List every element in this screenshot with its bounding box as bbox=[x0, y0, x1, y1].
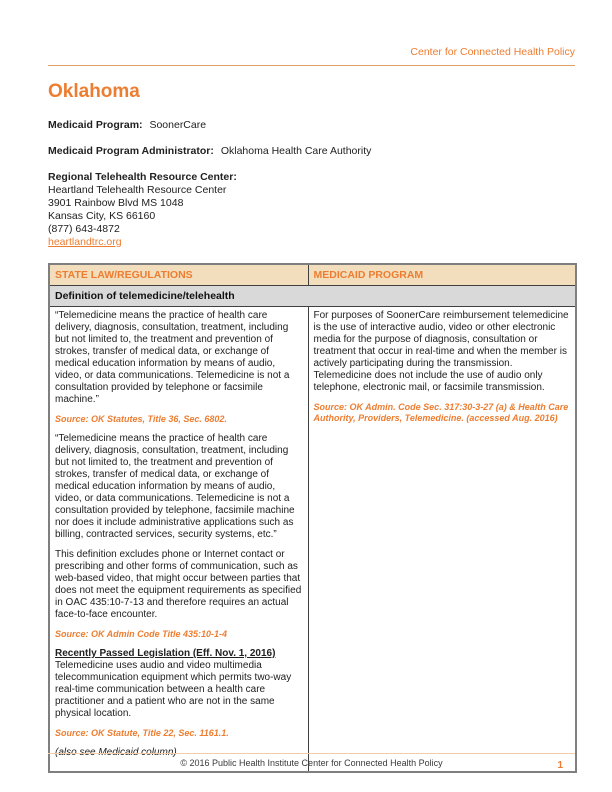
definition-paragraph: For purposes of SoonerCare reimbursement telemedicine is the use of interactive audio, video or other electronic media for the purpose of diagnosis, consultation or treatment that occur in real-time and when the member is actively participating during the transmission. Telemedicine does not include the use of audio only telephone, electronic mail, or facsimile transmission. bbox=[313, 310, 569, 393]
source-citation: Source: OK Admin. Code Sec. 317:30-3-27 (a) & Health Care Authority, Providers, Telemedicine. (accessed Aug. 2016) bbox=[313, 402, 569, 423]
resource-center-website-link[interactable]: heartlandtrc.org bbox=[48, 236, 122, 248]
resource-center-city: Kansas City, KS 66160 bbox=[48, 210, 156, 222]
resource-center-block bbox=[48, 171, 575, 249]
state-law-cell bbox=[49, 307, 308, 773]
administrator-value: Oklahoma Health Care Authority bbox=[220, 145, 372, 157]
source-citation: Source: OK Admin Code Title 435:10-1-4 bbox=[55, 629, 228, 639]
definition-paragraph: “Telemedicine means the practice of health care delivery, diagnosis, consultation, treatment, including but not limited to, the treatment and prevention of strokes, transfer of medical data, or exchange of medical education information by means of audio, video, or data communications. Telemedicine is not a consultation provided by telephone or facsimile machine.” bbox=[55, 310, 290, 405]
definition-paragraph: This definition excludes phone or Internet contact or prescribing and other forms of communication, such as web-based video, that might occur between parties that does not meet the equipment requirements as specified in OAC 435:10-7-13 and therefore requires an actual face-to-face encounter. bbox=[55, 549, 302, 620]
section-header-definition: Definition of telemedicine/telehealth bbox=[49, 286, 576, 307]
resource-center-label: Regional Telehealth Resource Center: bbox=[48, 171, 237, 183]
table-content-row bbox=[49, 307, 576, 773]
source-citation: Source: OK Statute, Title 22, Sec. 1161.1. bbox=[55, 728, 229, 738]
column-header-state-law: STATE LAW/REGULATIONS bbox=[49, 264, 308, 286]
medicaid-cell bbox=[308, 307, 576, 773]
medicaid-program-label: Medicaid Program: bbox=[48, 119, 143, 131]
administrator-line bbox=[48, 145, 575, 158]
resource-center-phone: (877) 643-4872 bbox=[48, 223, 120, 235]
footer-copyright: © 2016 Public Health Institute Center for Connected Health Policy bbox=[180, 758, 443, 768]
resource-center-name: Heartland Telehealth Resource Center bbox=[48, 184, 227, 196]
document-header bbox=[48, 0, 575, 66]
page-content bbox=[48, 0, 575, 773]
policy-table bbox=[48, 263, 577, 773]
medicaid-program-line bbox=[48, 119, 575, 132]
definition-paragraph: “Telemedicine means the practice of health care delivery, diagnosis, consultation, treatment, including but not limited to, the treatment and prevention of strokes, transfer of medical data, or exchange of medical education information by means of audio, video, or data communications. Telemedicine is not a consultation provided by telephone, facsimile machine nor does it include administrative applications such as billing, contracted services, security systems, etc.” bbox=[55, 433, 295, 540]
definition-paragraph: Telemedicine uses audio and video multimedia telecommunication equipment which permits two-way real-time communication between a health care practitioner and a patient who are not in the same physical location. bbox=[55, 660, 292, 719]
document-footer bbox=[48, 753, 575, 771]
administrator-label: Medicaid Program Administrator: bbox=[48, 145, 214, 157]
table-header-row bbox=[49, 264, 576, 286]
page-number: 1 bbox=[557, 760, 563, 771]
column-header-medicaid: MEDICAID PROGRAM bbox=[308, 264, 576, 286]
section-header-row bbox=[49, 286, 576, 307]
cross-reference-note: (also see Medicaid column) bbox=[55, 747, 177, 758]
brand-text: Center for Connected Health Policy bbox=[410, 46, 575, 58]
source-citation: Source: OK Statutes, Title 36, Sec. 6802. bbox=[55, 414, 227, 424]
medicaid-program-value: SoonerCare bbox=[149, 119, 207, 131]
resource-center-address: 3901 Rainbow Blvd MS 1048 bbox=[48, 197, 184, 209]
page-title: Oklahoma bbox=[48, 81, 140, 102]
legislation-subheading: Recently Passed Legislation (Eff. Nov. 1, 2016) bbox=[55, 648, 276, 659]
